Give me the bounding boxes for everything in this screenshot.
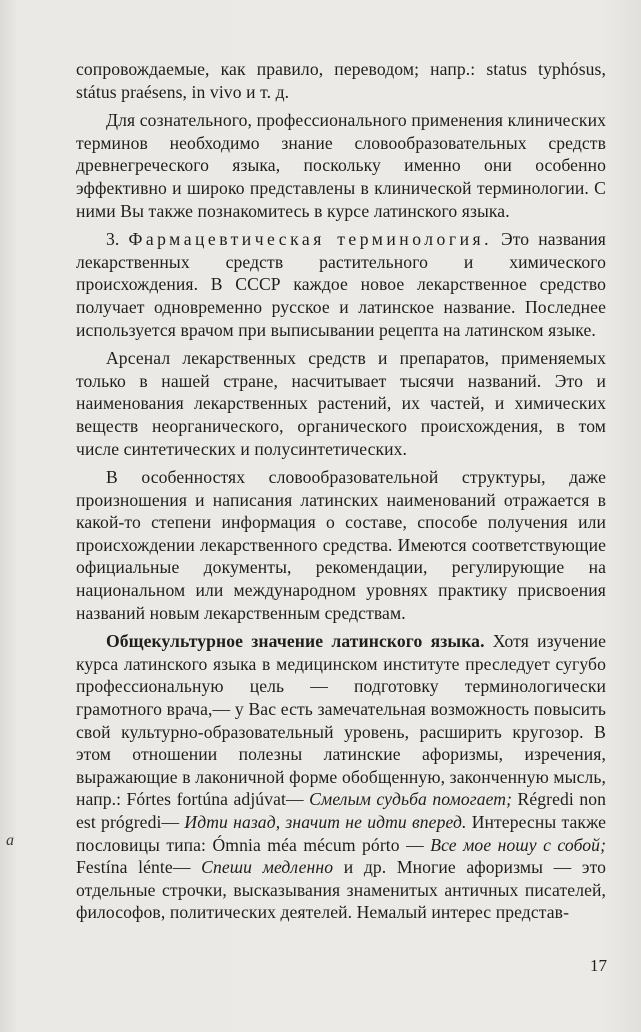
section-heading-cultural: Общекультурное значение латинского языка. xyxy=(106,631,485,652)
page-number: 17 xyxy=(590,956,607,975)
paragraph-6-text-a: Хотя изучение курса латинского языка в медицинском институте преследует сугубо профессиональную цель — подготовку терминологически грамотного врача,— у Вас есть замечательная возможность повысить свой культурно-образовательный уровень, расширить кругозор. В этом отношении полезны латинские афоризмы, изречения, выражающие в лаконичной форме обобщенную, законченную мысль, напр.: xyxy=(76,631,607,810)
dash-3: — xyxy=(406,834,424,855)
paragraph-5 xyxy=(76,466,606,624)
paragraph-4-text: Арсенал лекарственных средств и препаратов, применяемых только в нашей стране, насчитывает тысячи названий. Это и наименования лекарственных растений, их частей, и химических веществ неорганического, органического происхождения, в том числе синтетических и полусинтетических. xyxy=(76,348,606,459)
paragraph-6-text-b: Интересны также пословицы типа: xyxy=(76,812,607,855)
section-heading-pharmaceutical: Фармацевтическая терминология. xyxy=(128,229,492,250)
latin-phrase-4: Festína lénte xyxy=(76,857,173,878)
paragraph-3-text: Это названия лекарственных средств растительного и химического происхождения. В СССР каждое новое лекарственное средство получает одновременно русское и латинское название. Последнее используется врачом при выписывании рецепта на латинском языке. xyxy=(76,229,606,340)
translation-2: Идти назад, значит не идти вперед. xyxy=(184,812,467,832)
latin-phrase-2: Régredi non est prógredi xyxy=(76,789,607,832)
latin-phrase-3: Ómnia méa mécum pórto xyxy=(212,834,400,855)
paragraph-2-text: Для сознательного, профессионального применения клинических терминов необходимо знание словообразовательных средств древнегреческого языка, поскольку именно они особенно эффективно и широко представлены в клинической терминологии. С ними Вы также познакомитесь в курсе латинского языка. xyxy=(76,110,606,221)
body-text xyxy=(76,58,606,930)
paragraph-6 xyxy=(76,630,606,924)
dash-1: — xyxy=(286,789,304,810)
paragraph-3 xyxy=(76,228,606,341)
margin-mark: а xyxy=(6,832,14,849)
translation-1: Смелым судьба помогает; xyxy=(309,789,513,810)
paragraph-1 xyxy=(76,58,606,103)
paragraph-5-text: В особенностях словообразовательной структуры, даже произношения и написания латинских наименований отражается в какой-то степени информация о составе, способе получения или происхождении лекарственного средства. Имеются соответствующие официальные документы, рекомендации, регулирующие на национальном или международном уровнях практику присвоения названий новым лекарственным средствам. xyxy=(76,467,606,623)
translation-3: Все мое ношу с собой; xyxy=(430,834,607,855)
latin-phrase-1: Fórtes fortúna adjúvat xyxy=(126,789,287,810)
paragraph-6-text-c: и др. Многие афоризмы — это отдельные строчки, высказывания знаменитых античных писателей, философов, политических деятелей. Немалый интерес представ- xyxy=(76,857,607,923)
dash-4: — xyxy=(172,857,191,878)
paragraph-4 xyxy=(76,347,606,460)
section-number: 3. xyxy=(106,229,120,250)
paragraph-2 xyxy=(76,109,606,222)
paragraph-1-text: сопровождаемые, как правило, переводом; напр.: status typhósus, státus praésens, in vivo и т. д. xyxy=(76,59,606,102)
dash-2: — xyxy=(161,812,180,832)
translation-4: Спеши медленно xyxy=(201,857,334,878)
